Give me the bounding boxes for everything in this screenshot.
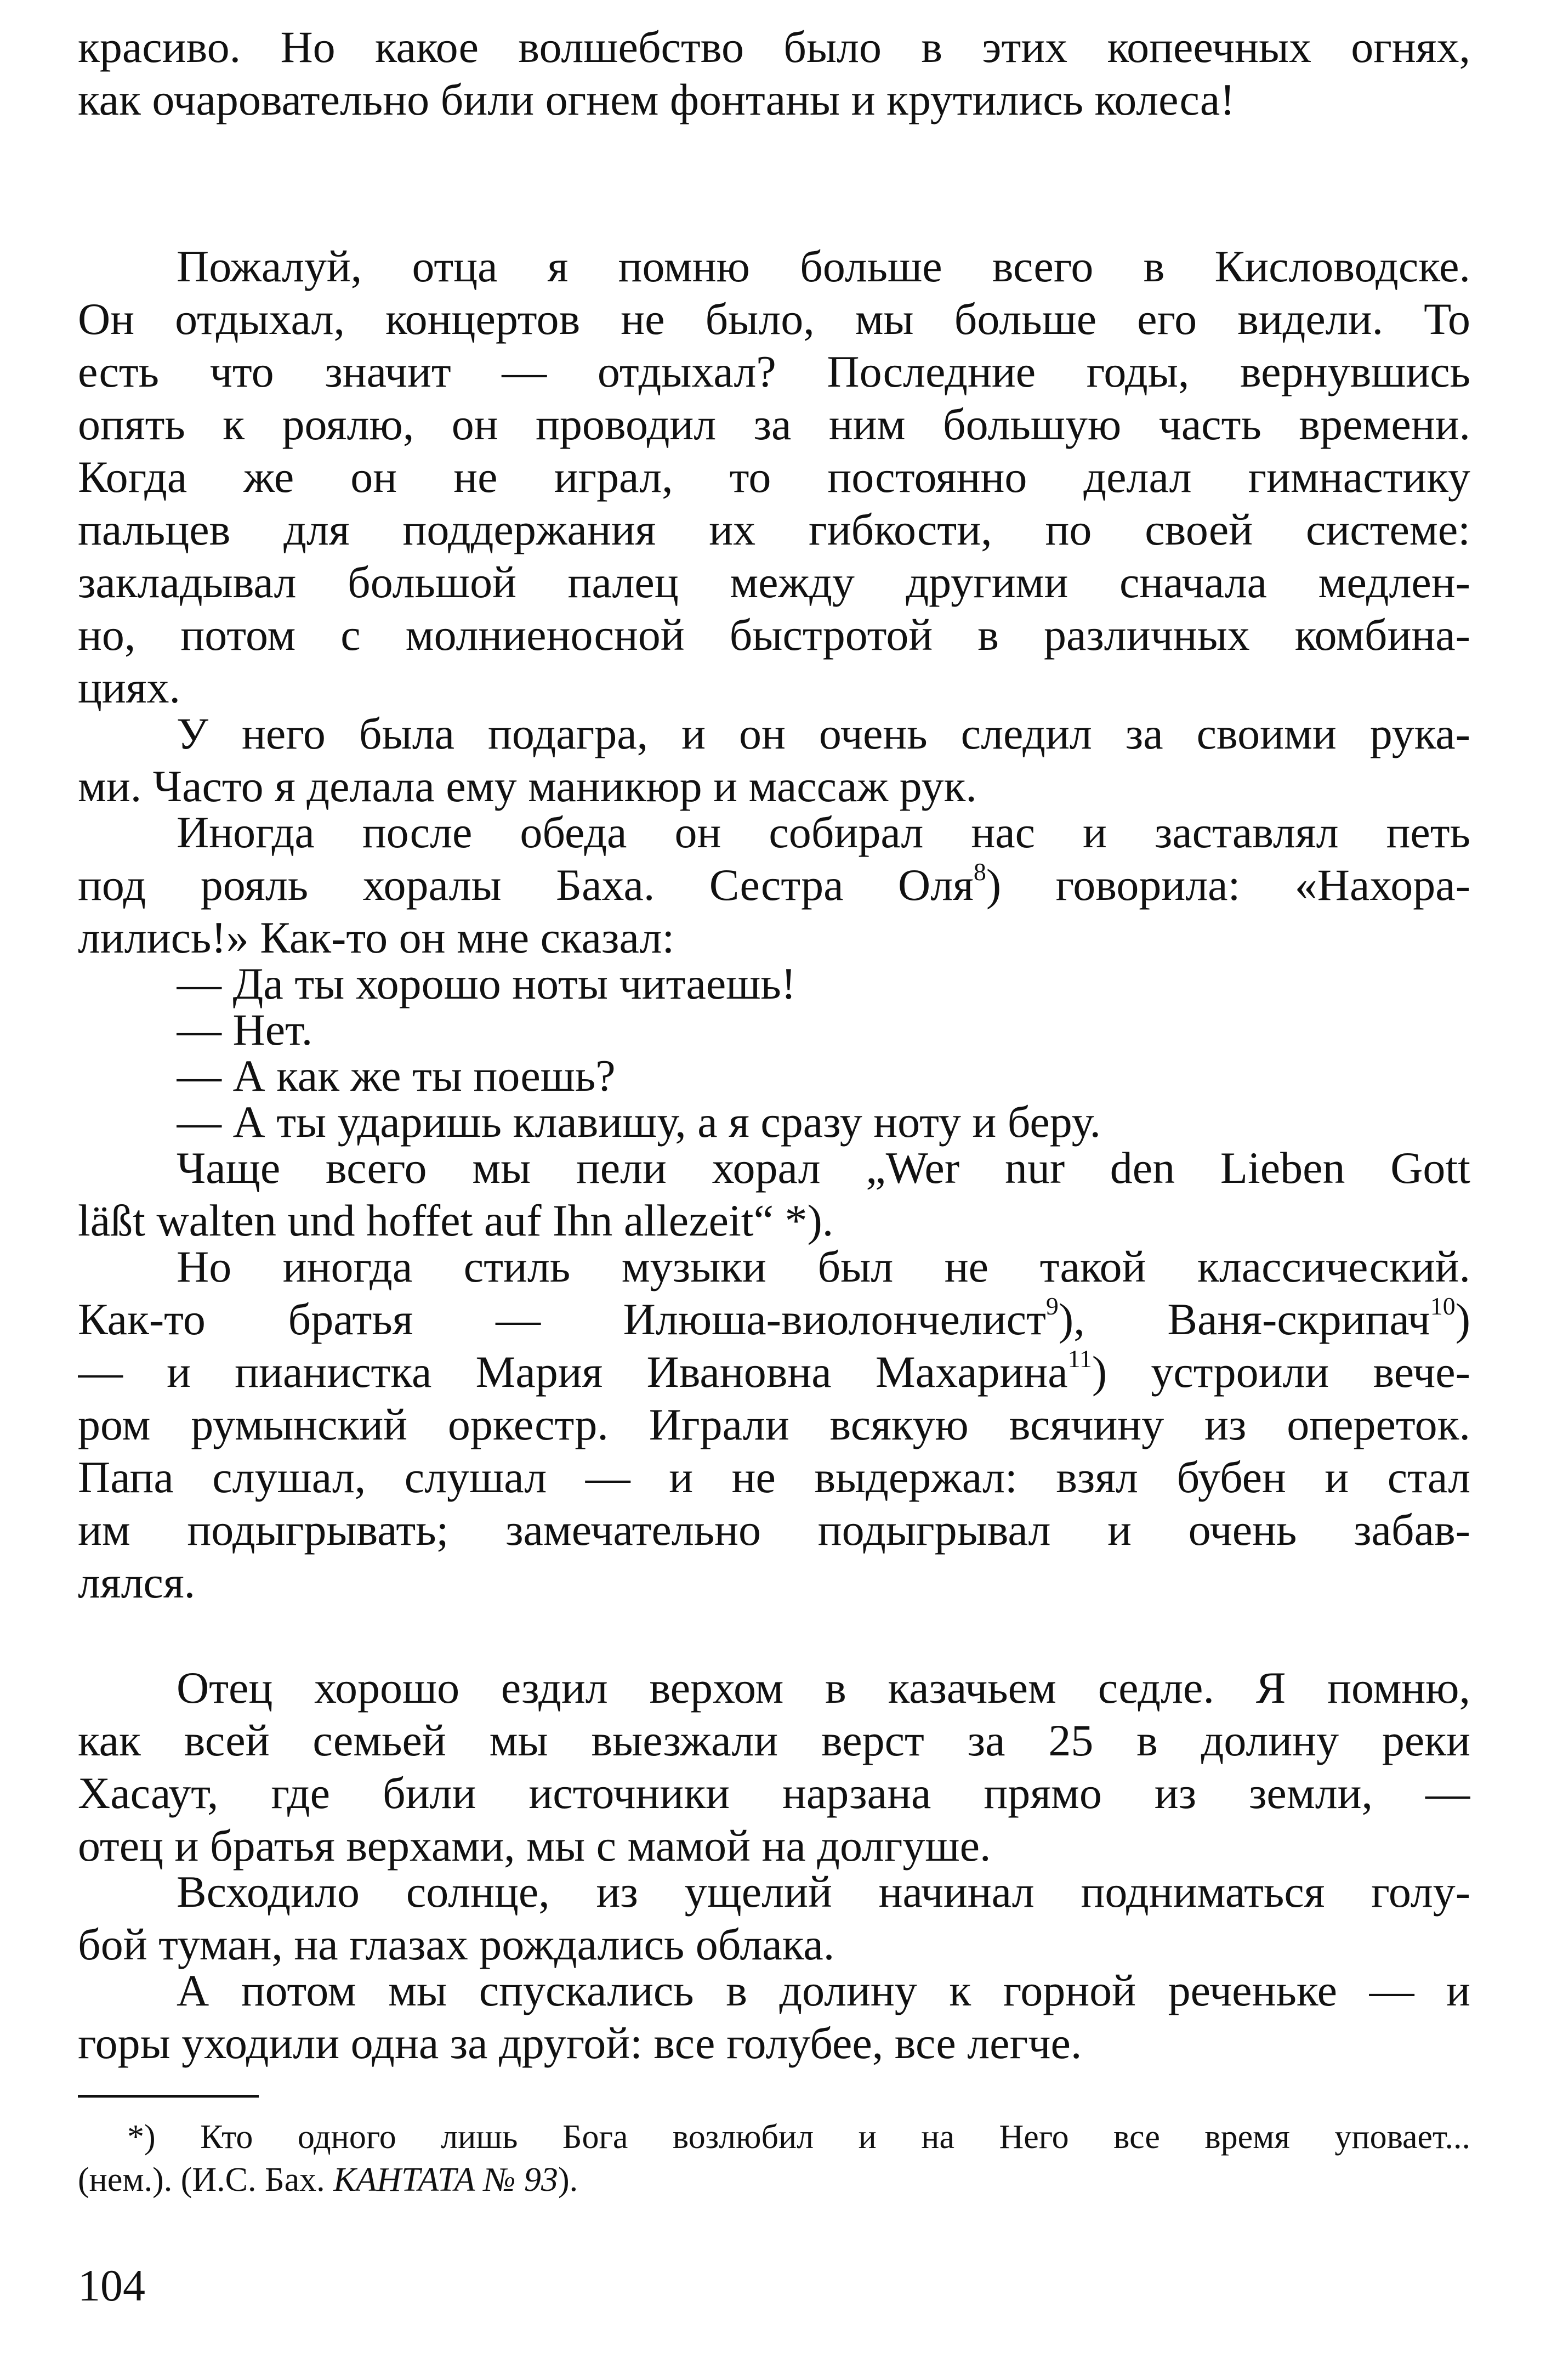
text-line: Когда же он не играл, то постоянно делал гимнастику bbox=[78, 452, 1470, 502]
text-line: Он отдыхал, концертов не было, мы больше его видели. То bbox=[78, 294, 1470, 344]
text-line: Пожалуй, отца я помню больше всего в Кисловодске. bbox=[177, 241, 1470, 291]
footnote-divider bbox=[78, 2095, 259, 2098]
dialogue-line: — Да ты хорошо ноты читаешь! bbox=[177, 959, 797, 1008]
text-line: ром румынский оркестр. Играли всякую всячину из опереток. bbox=[78, 1399, 1470, 1449]
text-line bbox=[78, 1346, 1470, 1398]
text-line: как очаровательно били огнем фонтаны и крутились колеса! bbox=[78, 75, 1235, 124]
text-line bbox=[78, 1293, 1470, 1346]
text-line: Но иногда стиль музыки был не такой классический. bbox=[177, 1242, 1470, 1291]
text-line: лялся. bbox=[78, 1557, 196, 1607]
dialogue-line: — А ты ударишь клавишу, а я сразу ноту и беру. bbox=[177, 1097, 1101, 1147]
text-line: закладывал большой палец между другими сначала медлен- bbox=[78, 557, 1470, 607]
text-line: красиво. Но какое волшебство было в этих копеечных огнях, bbox=[78, 22, 1470, 72]
footnote-text: ). bbox=[558, 2161, 578, 2198]
text-segment: ) bbox=[1455, 1294, 1470, 1344]
text-line: отец и братья верхами, мы с мамой на долгуше. bbox=[78, 1821, 991, 1871]
text-segment: ) говорила: «Нахора- bbox=[986, 860, 1470, 910]
text-line: Чаще всего мы пели хорал „Wer nur den Lieben Gott bbox=[177, 1143, 1470, 1193]
footnote-ref: 10 bbox=[1430, 1293, 1456, 1320]
text-line: Всходило солнце, из ущелий начинал подниматься голу- bbox=[177, 1867, 1470, 1917]
text-line: пальцев для поддержания их гибкости, по своей системе: bbox=[78, 505, 1470, 554]
text-line: Хасаут, где били источники нарзана прямо из земли, — bbox=[78, 1768, 1470, 1818]
text-line: как всей семьей мы выезжали верст за 25 в долину реки bbox=[78, 1715, 1470, 1765]
dialogue-line: — Нет. bbox=[177, 1005, 313, 1055]
text-segment: ) устроили вече- bbox=[1092, 1347, 1470, 1397]
text-line: бой туман, на глазах рождались облака. bbox=[78, 1919, 835, 1969]
text-segment: под рояль хоралы Баха. Сестра Оля bbox=[78, 860, 974, 910]
text-line: но, потом с молниеносной быстротой в различных комбина- bbox=[78, 610, 1470, 660]
text-line bbox=[78, 859, 1470, 911]
text-line: läßt walten und hoffet auf Ihn allezeit“ *). bbox=[78, 1195, 834, 1245]
footnote-ref: 8 bbox=[973, 859, 986, 886]
footnote-line: *) Кто одного лишь Бога возлюбил и на Него все время уповает... bbox=[127, 2118, 1470, 2156]
text-segment: Как-то братья — Илюша-виолончелист bbox=[78, 1294, 1046, 1344]
text-line: им подыгрывать; замечательно подыгрывал и очень забав- bbox=[78, 1505, 1470, 1555]
text-line: А потом мы спускались в долину к горной реченьке — и bbox=[177, 1965, 1470, 2015]
footnote-line bbox=[78, 2160, 1470, 2200]
page-number: 104 bbox=[78, 2260, 145, 2310]
text-line: ми. Часто я делала ему маникюр и массаж рук. bbox=[78, 761, 977, 811]
text-line: опять к роялю, он проводил за ним большую часть времени. bbox=[78, 399, 1470, 449]
text-line: циях. bbox=[78, 662, 180, 712]
text-line: Отец хорошо ездил верхом в казачьем седле. Я помню, bbox=[177, 1663, 1470, 1713]
footnote-ref: 9 bbox=[1045, 1293, 1059, 1320]
footnote-citation: КАНТАТА № 93 bbox=[333, 2161, 558, 2198]
text-line: Папа слушал, слушал — и не выдержал: взял бубен и стал bbox=[78, 1452, 1470, 1502]
text-line: У него была подагра, и он очень следил за своими рука- bbox=[177, 709, 1470, 758]
footnote-text: (нем.). (И.С. Бах. bbox=[78, 2161, 334, 2198]
text-line: горы уходили одна за другой: все голубее, все легче. bbox=[78, 2018, 1082, 2068]
text-line: Иногда после обеда он собирал нас и заставлял петь bbox=[177, 807, 1470, 857]
text-line: лились!» Как-то он мне сказал: bbox=[78, 913, 675, 962]
text-line: есть что значит — отдыхал? Последние годы, вернувшись bbox=[78, 347, 1470, 396]
dialogue-line: — А как же ты поешь? bbox=[177, 1051, 616, 1101]
text-segment: — и пианистка Мария Ивановна Махарина bbox=[78, 1347, 1068, 1397]
text-segment: ), Ваня-скрипач bbox=[1058, 1294, 1430, 1344]
footnote-ref: 11 bbox=[1067, 1346, 1092, 1373]
